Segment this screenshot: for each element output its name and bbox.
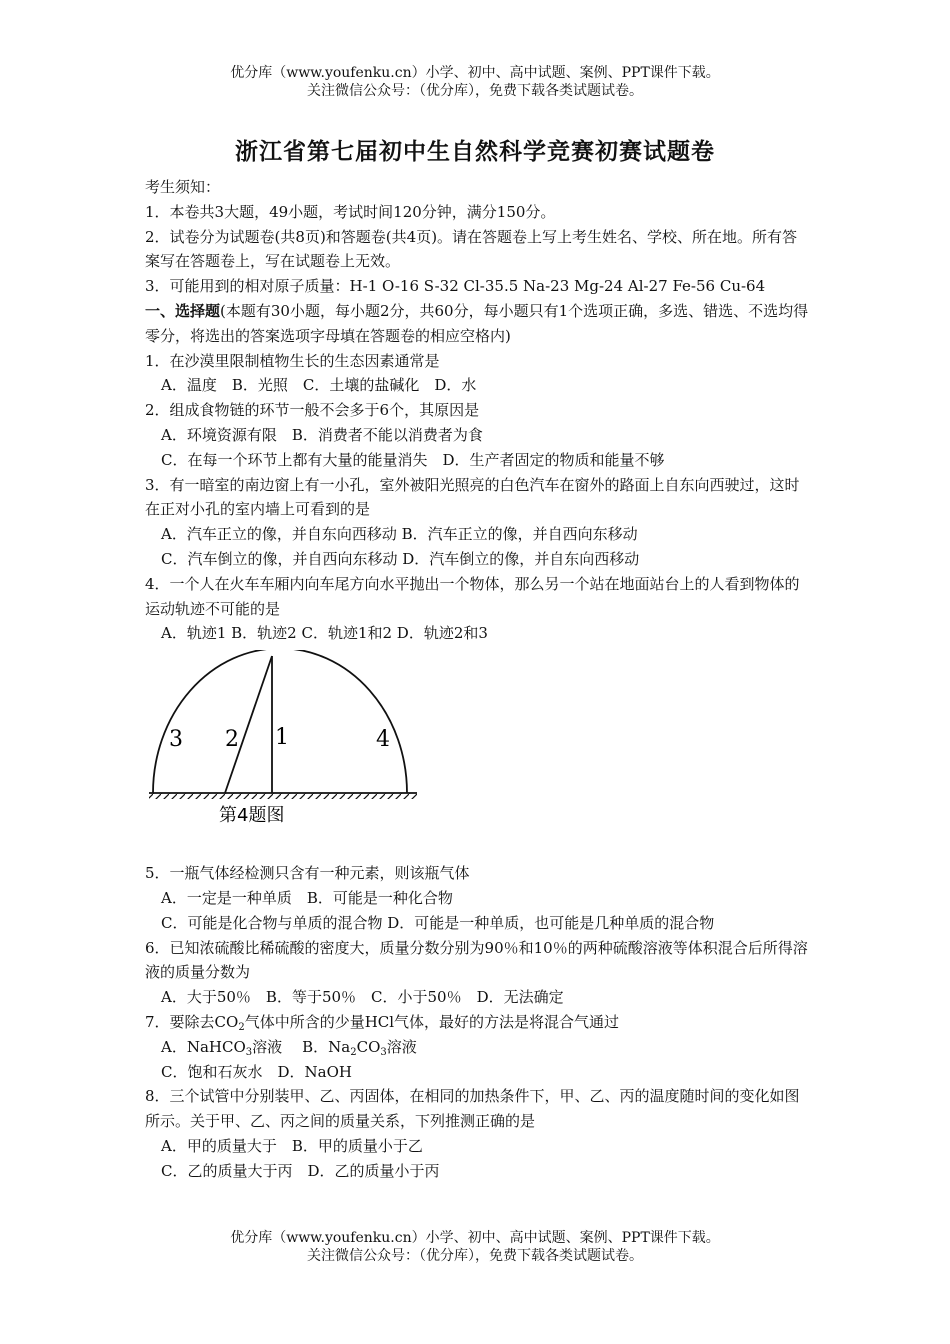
q7-options-line1	[145, 1035, 810, 1060]
trajectory-4-arc	[153, 650, 407, 793]
q7-option-b-suffix: 溶液	[386, 1037, 417, 1056]
q2-options-line1: A．环境资源有限 B．消费者不能以消费者为食	[161, 425, 483, 444]
ground-hatch	[149, 793, 417, 799]
section-1-desc: (本题有30小题，每小题2分，共60分，每小题只有1个选项正确，多选、错选、不选均得零分，将选出的答案选项字母填在答题卷的相应空格内)	[145, 301, 809, 345]
q4-figure	[145, 650, 810, 851]
exam-title: 浙江省第七届初中生自然科学竞赛初赛试题卷	[235, 139, 715, 165]
q5-options-line2: C．可能是化合物与单质的混合物 D．可能是一种单质，也可能是几种单质的混合物	[161, 913, 715, 932]
q5-stem: 5．一瓶气体经检测只含有一种元素，则该瓶气体	[145, 864, 470, 883]
q4-stem: 4．一个人在火车车厢内向车尾方向水平抛出一个物体，那么另一个站在地面站台上的人看到物体的运动轨迹不可能的是	[145, 574, 800, 618]
label-trajectory-4: 4	[376, 727, 390, 753]
q7-option-b-subscript1: 2	[350, 1046, 357, 1058]
q7-stem	[145, 1010, 810, 1035]
page-footer-line1: 优分库（www.youfenku.cn）小学、初中、高中试题、案例、PPT课件下载。	[230, 1230, 720, 1246]
q6-stem: 6．已知浓硫酸比稀硫酸的密度大，质量分数分别为90％和10％的两种硫酸溶液等体积混合后所得溶液的质量分数为	[145, 938, 808, 982]
figure-caption: 第4题图	[219, 805, 285, 827]
q3-options-line1: A．汽车正立的像，并自东向西移动 B．汽车正立的像，并自西向东移动	[161, 525, 638, 544]
notice-item-2: 2．试卷分为试题卷(共8页)和答题卷(共4页)。请在答题卷上写上考生姓名、学校、所在地。所有答案写在答题卷上，写在试题卷上无效。	[145, 227, 798, 271]
trajectory-2-line	[225, 656, 272, 793]
q3-options-line2: C．汽车倒立的像，并自西向东移动 D．汽车倒立的像，并自东向西移动	[161, 549, 640, 568]
q1-options: A．温度 B．光照 C．土壤的盐碱化 D．水	[161, 376, 477, 395]
q7-option-b-mid: CO	[356, 1037, 381, 1056]
q2-stem: 2．组成食物链的环节一般不会多于6个，其原因是	[145, 401, 480, 420]
q7-stem-part1: 7．要除去CO	[145, 1012, 239, 1031]
q7-options-line2: C．饱和石灰水 D．NaOH	[161, 1062, 352, 1081]
page-header-line1: 优分库（www.youfenku.cn）小学、初中、高中试题、案例、PPT课件下载。	[230, 65, 720, 81]
section-1-intro	[145, 299, 810, 349]
label-trajectory-2: 2	[225, 727, 239, 753]
trajectory-diagram	[145, 650, 425, 851]
q6-options: A．大于50％ B．等于50％ C．小于50％ D．无法确定	[161, 988, 564, 1007]
q5-options-line1: A．一定是一种单质 B．可能是一种化合物	[161, 888, 453, 907]
page-footer-line2: 关注微信公众号：（优分库），免费下载各类试题试卷。	[307, 1248, 643, 1264]
notice-item-3: 3．可能用到的相对原子质量：H-1 O-16 S-32 Cl-35.5 Na-23 Mg-24 Al-27 Fe-56 Cu-64	[145, 277, 766, 296]
notice-item-1: 1．本卷共3大题，49小题，考试时间120分钟，满分150分。	[145, 202, 556, 221]
q7-option-a: A．NaHCO	[161, 1037, 246, 1056]
label-trajectory-3: 3	[169, 727, 183, 753]
label-trajectory-1: 1	[275, 725, 289, 751]
q8-options-line1: A．甲的质量大于 B．甲的质量小于乙	[161, 1136, 423, 1155]
notice-heading: 考生须知：	[145, 178, 221, 196]
q3-stem: 3．有一暗室的南边窗上有一小孔，室外被阳光照亮的白色汽车在窗外的路面上自东向西驶过，这时在正对小孔的室内墙上可看到的是	[145, 475, 800, 519]
page-header-line2: 关注微信公众号：（优分库），免费下载各类试题试卷。	[307, 83, 643, 99]
q7-option-a-subscript: 3	[245, 1046, 253, 1058]
exam-content	[145, 175, 810, 1184]
q7-option-a-suffix: 溶液	[252, 1037, 283, 1056]
q8-stem: 8．三个试管中分别装甲、乙、丙固体，在相同的加热条件下，甲、乙、丙的温度随时间的变化如图所示。关于甲、乙、丙之间的质量关系，下列推测正确的是	[145, 1087, 800, 1131]
q7-option-b-subscript2: 3	[380, 1046, 387, 1058]
section-1-label: 一、选择题	[145, 301, 221, 320]
q7-stem-part2: 气体中所含的少量HCl气体，最好的方法是将混合气通过	[244, 1012, 620, 1031]
q2-options-line2: C．在每一个环节上都有大量的能量消失 D．生产者固定的物质和能量不够	[161, 450, 665, 469]
q7-option-b: B．Na	[302, 1037, 351, 1056]
q1-stem: 1．在沙漠里限制植物生长的生态因素通常是	[145, 351, 440, 370]
q8-options-line2: C．乙的质量大于丙 D．乙的质量小于丙	[161, 1161, 440, 1180]
q7-stem-subscript: 2	[238, 1021, 245, 1033]
q4-options: A．轨迹1 B．轨迹2 C．轨迹1和2 D．轨迹2和3	[161, 624, 488, 643]
